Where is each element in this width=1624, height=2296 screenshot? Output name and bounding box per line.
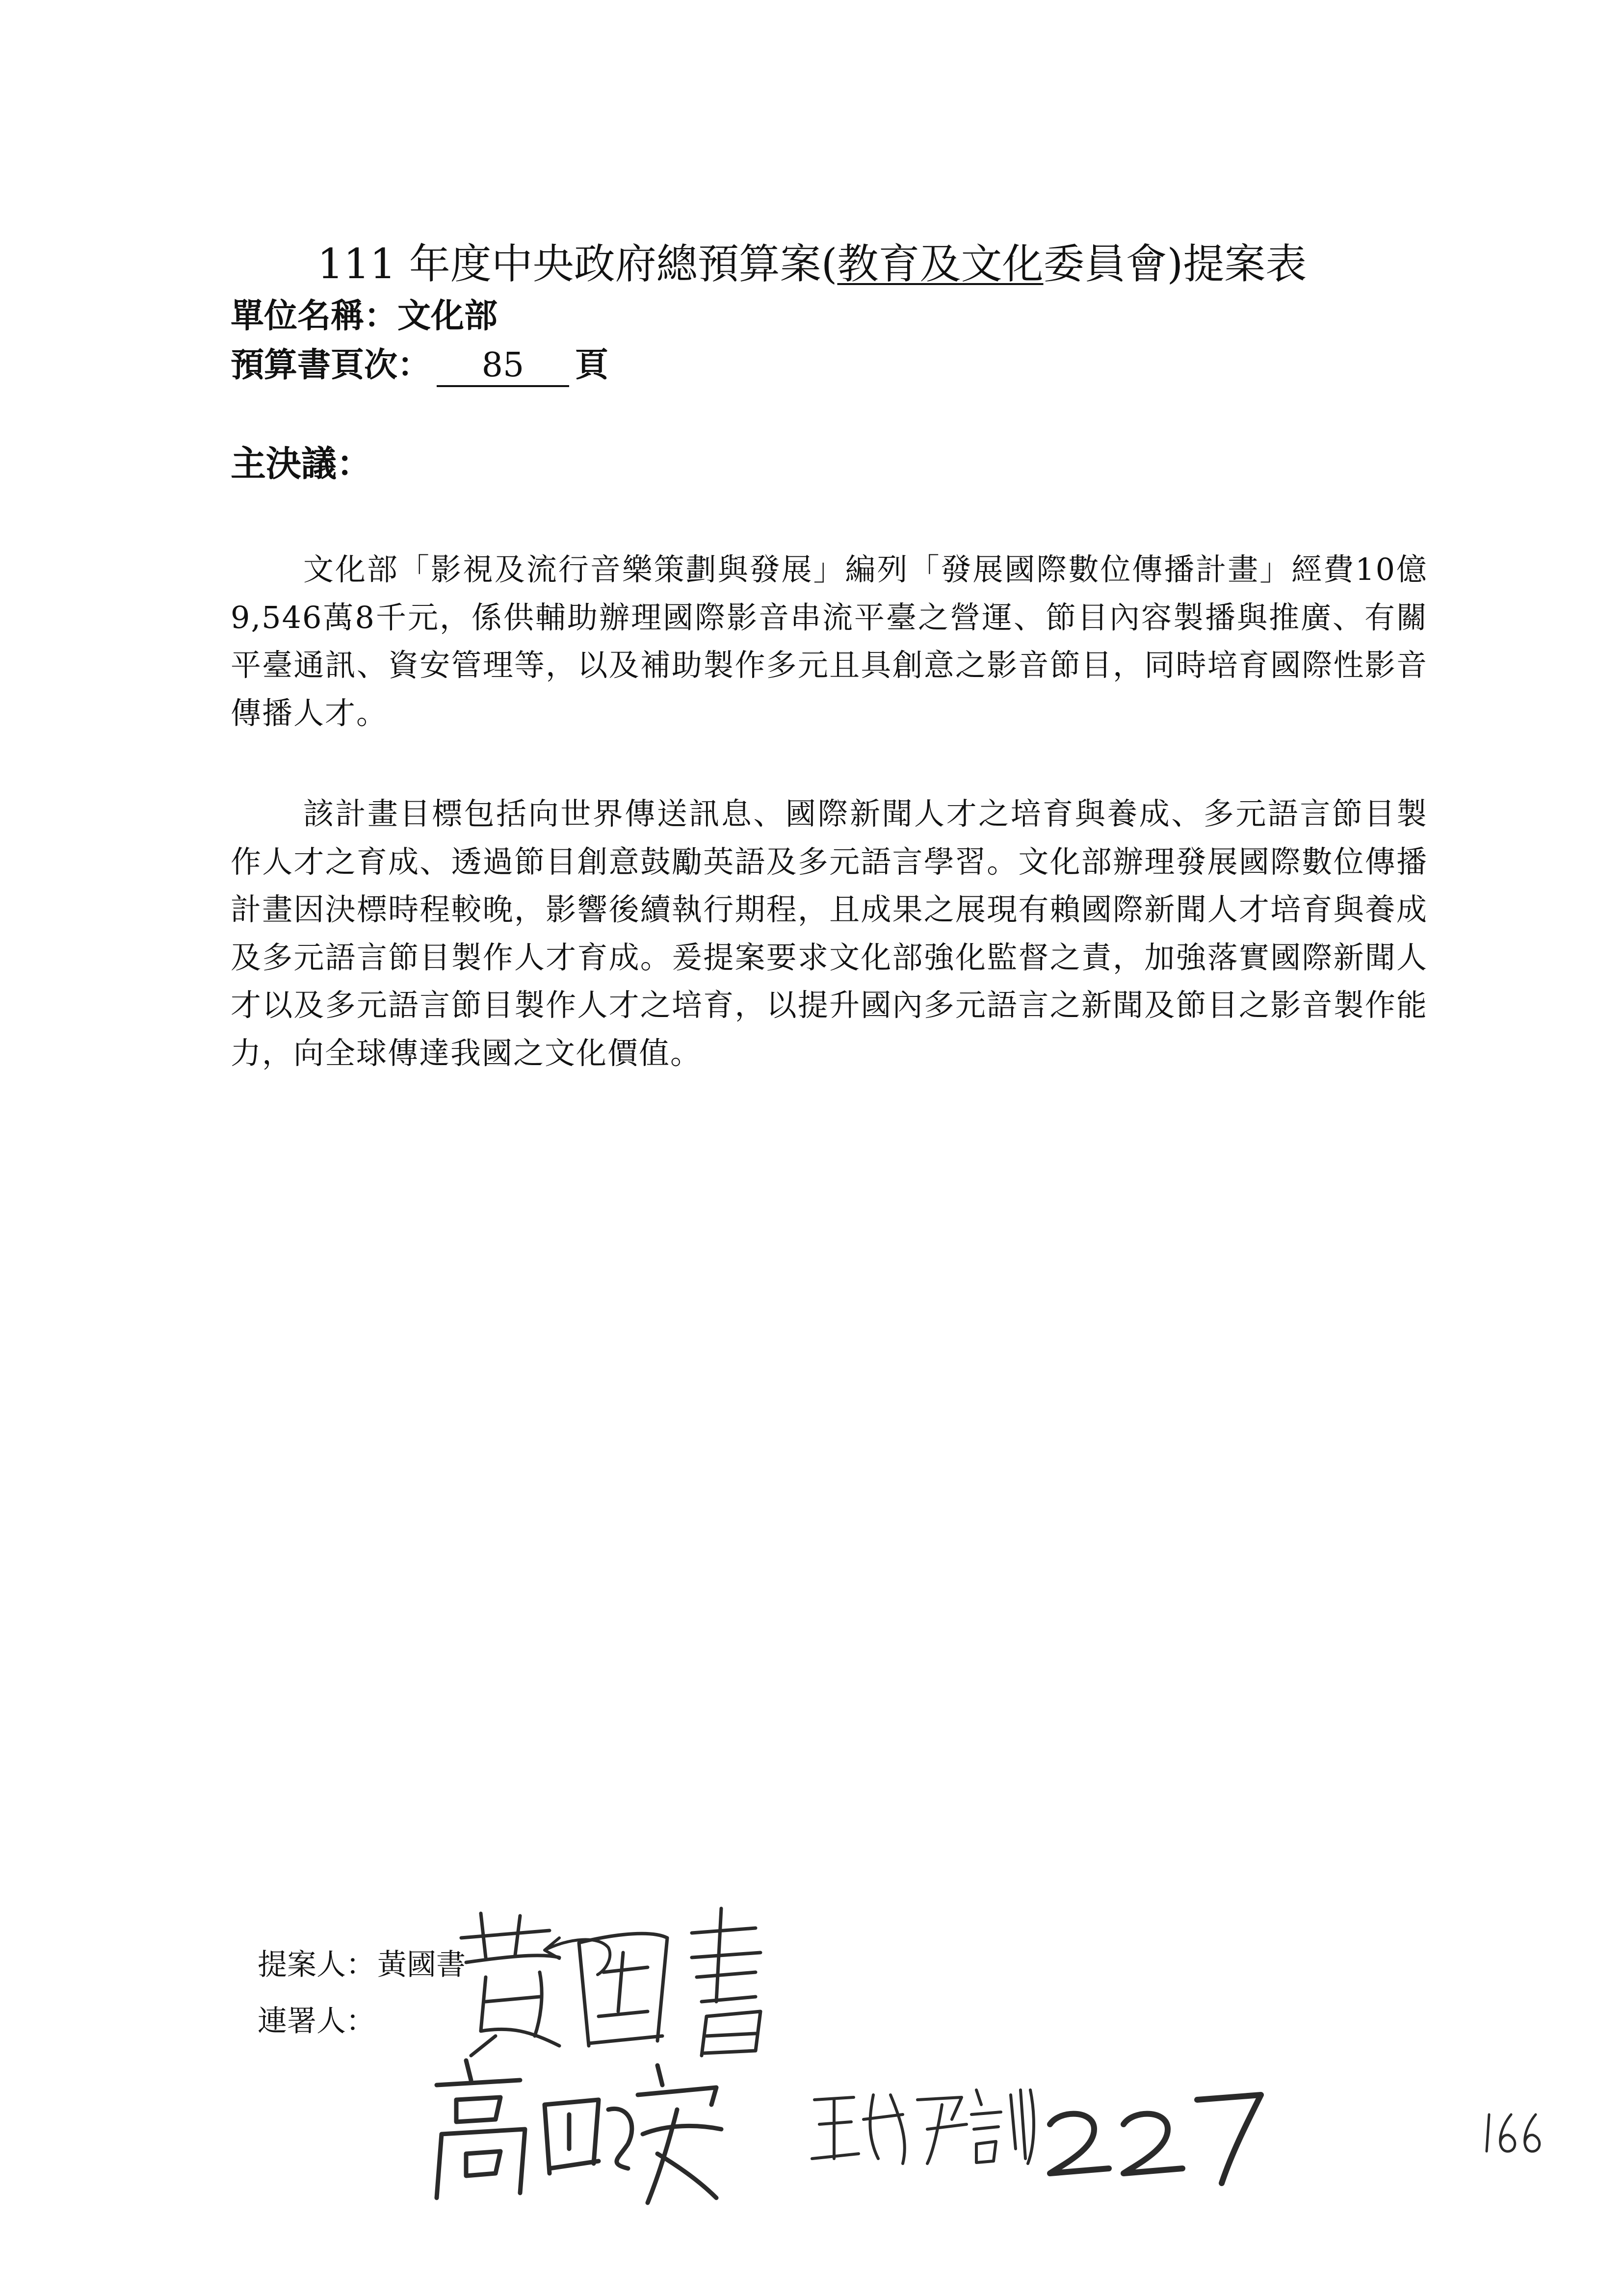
unit-value: 文化部 xyxy=(397,297,498,336)
handwritten-signature-1 xyxy=(442,1904,785,2061)
resolution-paragraph-1: 文化部「影視及流行音樂策劃與發展」編列「發展國際數位傳播計畫」經費10億9,546萬8千元，係供輔助辦理國際影音串流平臺之營運、節目內容製播與推廣、有關平臺通訊、資安管理等，以及補助製作多元且具創意之影音節目，同時培育國際性影音傳播人才。 xyxy=(231,551,1428,731)
resolution-paragraph-2: 該計畫目標包括向世界傳送訊息、國際新聞人才之培育與養成、多元語言節目製作人才之育成、透過節目創意鼓勵英語及多元語言學習。文化部辦理發展國際數位傳播計畫因決標時程較晚，影響後續執行期程，且成果之展現有賴國際新聞人才培育與養成及多元語言節目製作人才育成。爰提案要求文化部強化監督之責，加強落實國際新聞人才以及多元語言節目製作人才之培育，以提升國內多元語言之新聞及節目之影音製作能力，向全球傳達我國之文化價值。 xyxy=(231,796,1428,1071)
resolution-heading: 主決議： xyxy=(231,443,372,484)
unit-label: 單位名稱： xyxy=(231,297,398,336)
sheet-number xyxy=(1482,2105,1545,2159)
budget-page-number: 85 xyxy=(437,346,569,387)
cosigner-label: 連署人： xyxy=(258,2004,375,2038)
proposer-name: 黃國書 xyxy=(377,1948,466,1982)
unit-line xyxy=(231,294,498,339)
cosigner-line xyxy=(258,2002,375,2041)
handwritten-signature-2 xyxy=(422,2051,736,2208)
budget-page-label: 預算書頁次： xyxy=(231,346,431,385)
title-part-2: 委員會)提案表 xyxy=(1043,240,1307,288)
title-part-1: 111 年度中央政府總預算案( xyxy=(317,240,838,288)
budget-page-line xyxy=(231,343,608,388)
proposer-line xyxy=(258,1945,466,1984)
document-title xyxy=(0,239,1624,288)
proposer-label: 提案人： xyxy=(258,1948,375,1982)
budget-page-suffix: 頁 xyxy=(575,346,609,385)
title-committee-underlined: 教育及文化 xyxy=(837,240,1044,288)
handwritten-signature-3 xyxy=(805,2075,1040,2173)
handwritten-number xyxy=(1040,2080,1276,2188)
